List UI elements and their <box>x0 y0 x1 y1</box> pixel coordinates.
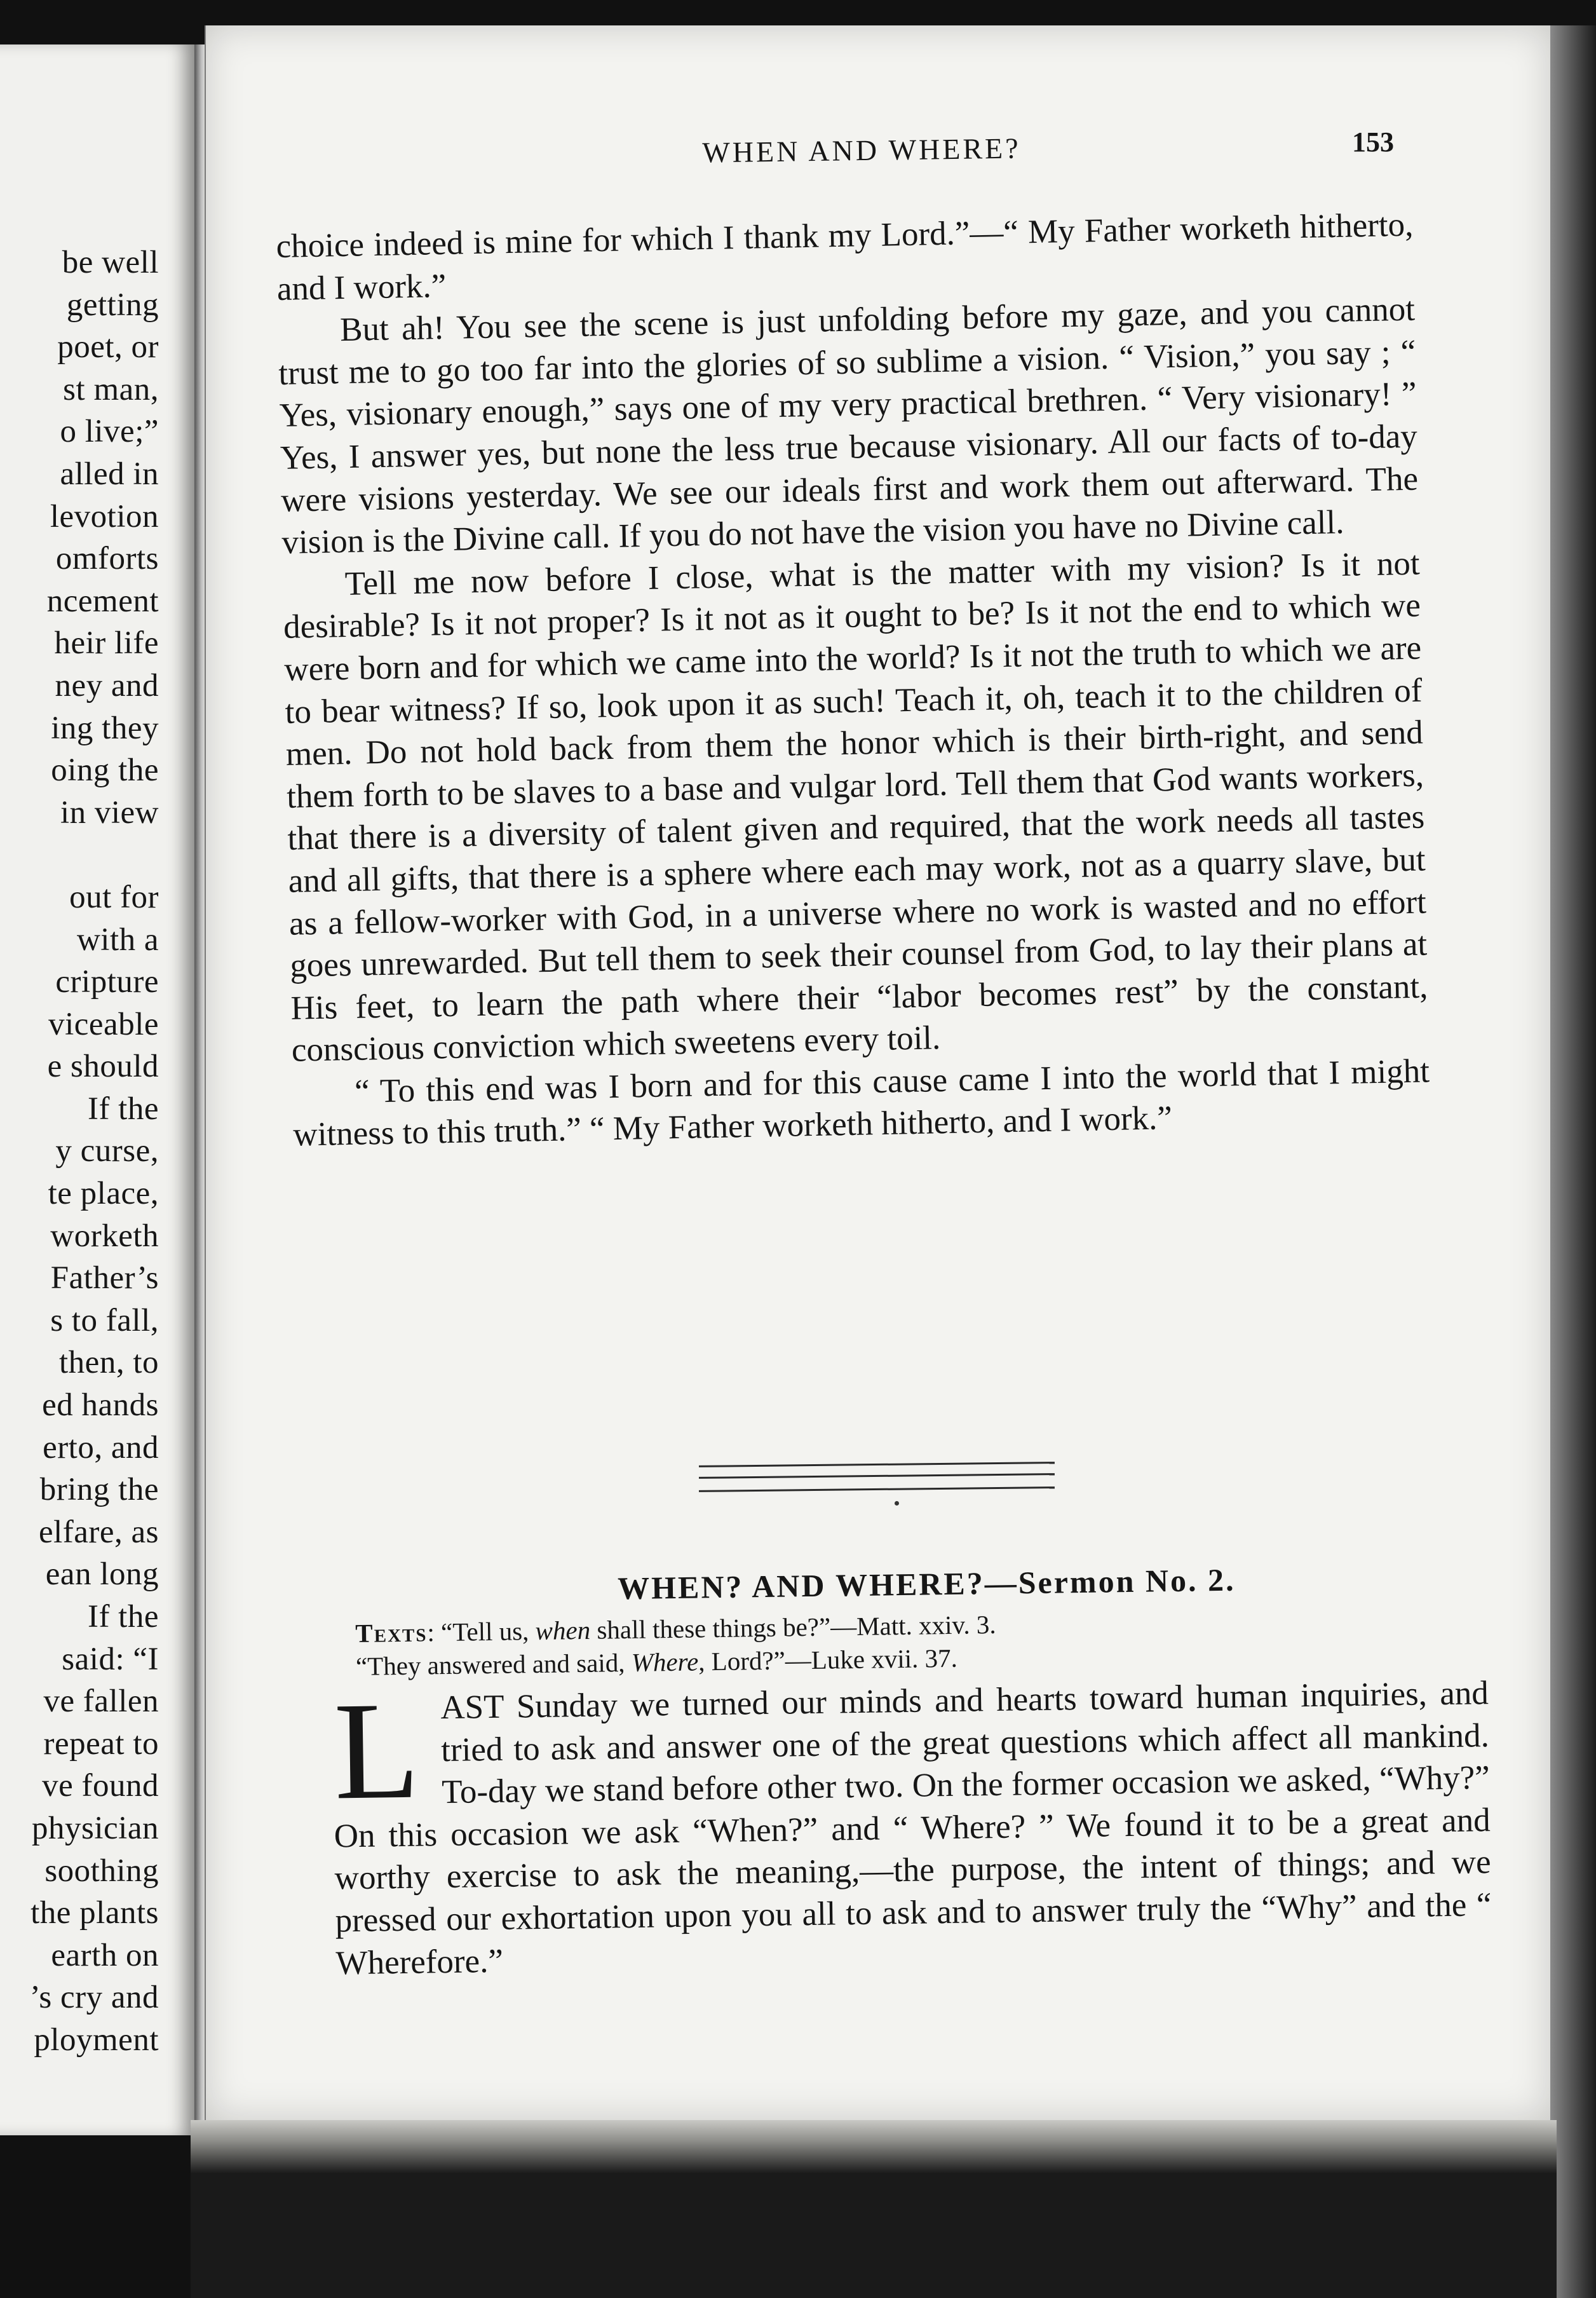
sermon-paragraph-text: AST Sunday we turned our minds and hearts toward human inquiries, and tried to ask and answer one of the great questions which affect all mankind. To-day we stand before other two. On the former occasion we asked, “Why?” On this occasion we ask “When?” and “ Where? ” We found it to be a great and worthy exercise to ask the meaning,—the purpose, the intent of things; and we pressed our exhortation upon you all to ask and to answer truly the “Why” and the “ Wherefore.” <box>334 1675 1492 1982</box>
paragraph: choice indeed is mine for which I thank my Lord.”—“ My Father worketh hitherto, and I work.” <box>276 206 1414 308</box>
paragraph: “ To this end was I born and for this cause came I into the world that I might witness to this truth.” “ My Father worketh hitherto, and I work.” <box>292 1052 1430 1154</box>
left-page-line: ncement <box>46 583 159 619</box>
left-page-line: oing the <box>51 752 159 789</box>
page-edge-shadow <box>1550 25 1596 2298</box>
text-2-emphasis: Where <box>631 1647 699 1677</box>
left-page-line: poet, or <box>57 329 159 365</box>
left-page-line: the plants <box>30 1895 159 1931</box>
left-page-line: ve fallen <box>43 1683 159 1720</box>
left-page-line: earth on <box>51 1937 159 1973</box>
left-page-line: o live;” <box>60 414 159 450</box>
left-page-line: y curse, <box>55 1133 159 1169</box>
paragraph: Tell me now before I close, what is the matter with my vision? Is it not desirable? Is it not proper? Is it not as it ought to be? Is it not the end to which we were born and for which we came into the world? Is it not the truth to which we are to bear witness? If so, look upon it as such! Teach it, oh, teach it to the children of men. Do not hold back from them the honor which is their birth-right, and send them forth to be slaves to a base and vulgar lord. Tell them that God wants workers, that there is a diversity of talent given and required, that the work needs all tastes and all gifts, that there is a sphere where each may work, not as a quarry slave, but as a fellow-worker with God, in a universe where no work is wasted and no effort goes unrewarded. But tell them to seek their counsel from God, to lay their plans at His feet, to learn the path where their “labor becomes rest” by the constant, conscious conviction which sweetens every toil. <box>283 545 1428 1070</box>
left-page-line: Father’s <box>50 1260 159 1296</box>
left-page <box>0 44 196 2135</box>
left-page-line: worketh <box>50 1218 159 1254</box>
left-page-line: If the <box>87 1599 159 1635</box>
left-page-line: bring the <box>39 1472 159 1508</box>
left-page-line: omforts <box>55 541 159 577</box>
running-head: WHEN AND WHERE? <box>702 132 1021 169</box>
left-page-line: be well <box>62 245 159 280</box>
left-page-line <box>30 834 159 876</box>
texts-label: Texts <box>355 1617 428 1648</box>
left-page-line: If the <box>87 1091 159 1127</box>
left-page-line: said: “I <box>62 1641 159 1677</box>
left-page-line: ney and <box>55 667 159 704</box>
left-page-line: getting <box>66 287 159 323</box>
sermon-paragraph <box>332 1672 1492 1985</box>
text-1-before: : “Tell us, <box>427 1616 536 1647</box>
left-page-line: levotion <box>50 498 159 534</box>
left-page-line: te place, <box>48 1176 159 1212</box>
left-page-line: cripture <box>55 964 159 1000</box>
text-1-emphasis: when <box>535 1615 591 1646</box>
left-page-line: ve found <box>42 1768 159 1804</box>
page-number: 153 <box>1352 126 1394 158</box>
left-page-line: in view <box>60 794 159 831</box>
text-2-after: , Lord?”—Luke xvii. 37. <box>698 1643 958 1676</box>
left-page-line: erto, and <box>43 1429 159 1465</box>
text-1-after: shall these things be?”—Matt. xxiv. 3. <box>590 1609 996 1645</box>
left-page-line: heir life <box>54 625 159 662</box>
left-page-line: repeat to <box>43 1725 159 1762</box>
left-page-line: ployment <box>34 2022 159 2058</box>
page-bottom-edge <box>191 2120 1557 2298</box>
left-page-line: ing they <box>51 710 159 746</box>
sermon-body <box>332 1672 1492 1985</box>
left-page-line: s to fall, <box>50 1302 159 1338</box>
body-text <box>276 204 1431 1157</box>
left-page-line: soothing <box>44 1853 159 1889</box>
left-page-text <box>30 241 159 2062</box>
drop-cap: L <box>333 1672 421 1829</box>
divider-dot <box>895 1501 899 1506</box>
left-page-line: elfare, as <box>38 1514 159 1550</box>
text-2-before: “They answered and said, <box>355 1647 632 1681</box>
paragraph: But ah! You see the scene is just unfolding before my gaze, and you cannot trust me to go too far into the glories of so sublime a vision. “ Vision,” you say ; “ Yes, visionary enough,” says one of my very practical brethren. “ Very visionary! ” Yes, I answer yes, but none the less true because visionary. All our facts of to-day were visions yesterday. We see our ideals first and work them out afterward. The vision is the Divine call. If you do not have the vision you have no Divine call. <box>278 290 1419 562</box>
left-page-line: viceable <box>48 1006 159 1042</box>
sermon-texts <box>355 1601 1512 1683</box>
left-page-line: e should <box>47 1049 159 1085</box>
left-page-line: ’s cry and <box>29 1980 159 2016</box>
left-page-line: out for <box>69 879 159 915</box>
left-page-line: then, to <box>59 1345 159 1381</box>
left-page-line: alled in <box>60 456 159 492</box>
sermon-heading: WHEN? AND WHERE?—Sermon No. 2. <box>617 1561 1236 1607</box>
left-page-line: physician <box>32 1810 159 1846</box>
left-page-line: ean long <box>45 1556 159 1593</box>
sermon-section <box>333 1558 1517 1985</box>
left-page-line: ed hands <box>42 1387 159 1424</box>
left-page-line: with a <box>76 921 159 958</box>
left-page-line: st man, <box>63 371 159 407</box>
